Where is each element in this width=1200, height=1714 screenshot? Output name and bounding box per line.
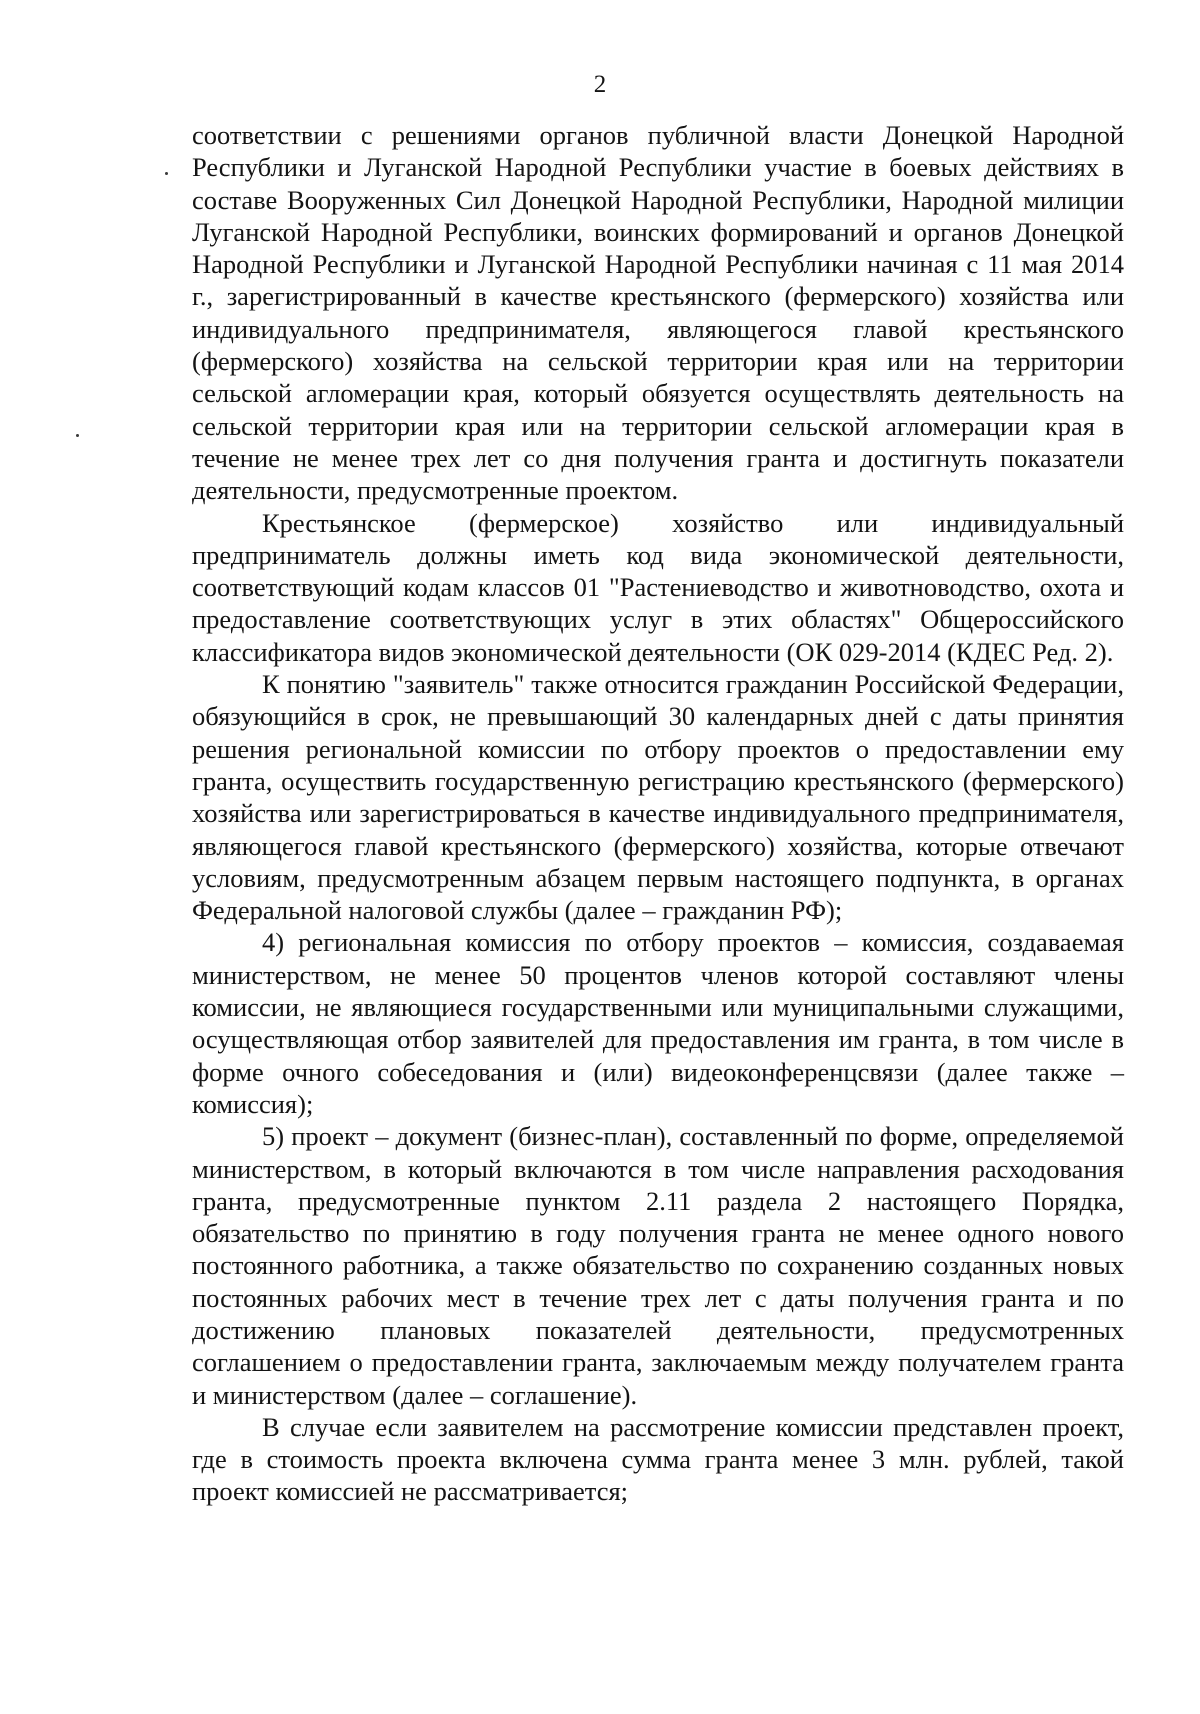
scan-speck: [76, 434, 79, 437]
paragraph-item-5-project: 5) проект – документ (бизнес-план), составленный по форме, определяемой министерством, в который включаются в том числе направления расходования гранта, предусмотренные пунктом 2.11 раздела 2 настоящего Порядка, обязательство по принятию в году получения гранта не менее одного нового постоянного работника, а также обязательство по сохранению созданных новых постоянных рабочих мест в течение трех лет с даты получения гранта и по достижению плановых показателей деятельности, предусмотренных соглашением о предоставлении гранта, заключаемым между получателем гранта и министерством (далее – соглашение).: [192, 1121, 1124, 1410]
document-body: [192, 119, 1124, 1508]
paragraph-grant-threshold: В случае если заявителем на рассмотрение комиссии представлен проект, где в стоимость проекта включена сумма гранта менее 3 млн. рублей, такой проект комиссией не рассматривается;: [192, 1411, 1124, 1507]
page-number: 2: [593, 71, 607, 98]
paragraph-applicant-definition: К понятию "заявитель" также относится гражданин Российской Федерации, обязующийся в срок, не превышающий 30 календарных дней с даты принятия решения региональной комиссии по отбору проектов о предоставлении ему гранта, осуществить государственную регистрацию крестьянского (фермерского) хозяйства или зарегистрироваться в качестве индивидуального предпринимателя, являющегося главой крестьянского (фермерского) хозяйства, которые отвечают условиям, предусмотренным абзацем первым настоящего подпункта, в органах Федеральной налоговой службы (далее – гражданин РФ);: [192, 669, 1124, 926]
paragraph-activity-code: Крестьянское (фермерское) хозяйство или индивидуальный предприниматель должны иметь код вида экономической деятельности, соответствующий кодам классов 01 "Растениеводство и животноводство, охота и предоставление соответствующих услуг в этих областях" Общероссийского классификатора видов экономической деятельности (ОК 029-2014 (КДЕС Ред. 2).: [192, 507, 1124, 667]
scan-speck: [165, 172, 168, 175]
paragraph-item-4-commission: 4) региональная комиссия по отбору проектов – комиссия, создаваемая министерством, не менее 50 процентов членов которой составляют члены комиссии, не являющиеся государственными или муниципальными служащими, осуществляющая отбор заявителей для предоставления им гранта, в том числе в форме очного собеседования и (или) видеоконференцсвязи (далее также – комиссия);: [192, 927, 1124, 1119]
paragraph-continuation: соответствии с решениями органов публичной власти Донецкой Народной Республики и Луганской Народной Республики участие в боевых действиях в составе Вооруженных Сил Донецкой Народной Республики, Народной милиции Луганской Народной Республики, воинских формирований и органов Донецкой Народной Республики и Луганской Народной Республики начиная с 11 мая 2014 г., зарегистрированный в качестве крестьянского (фермерского) хозяйства или индивидуального предпринимателя, являющегося главой крестьянского (фермерского) хозяйства на сельской территории края или на территории сельской агломерации края, который обязуется осуществлять деятельность на сельской территории края или на территории сельской агломерации края в течение не менее трех лет со дня получения гранта и достигнуть показатели деятельности, предусмотренные проектом.: [192, 120, 1124, 506]
